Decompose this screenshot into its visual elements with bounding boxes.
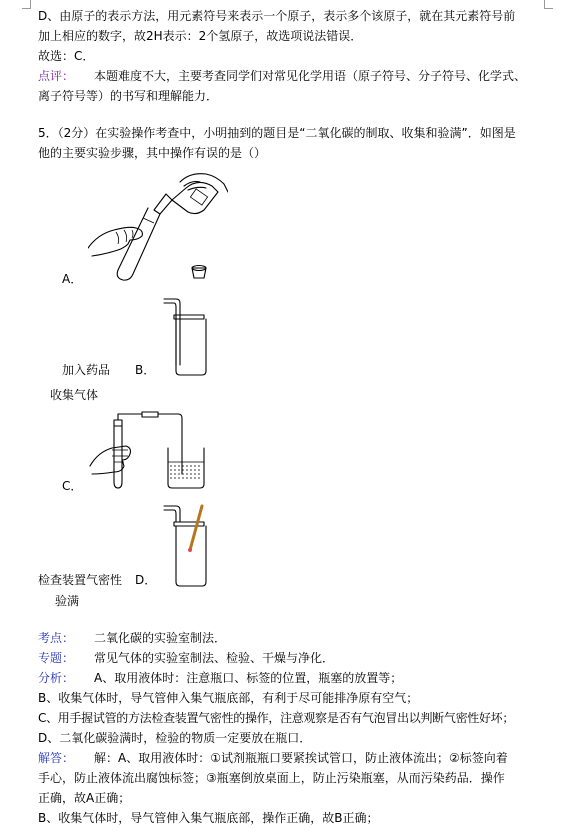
fenxi-line-a <box>38 669 402 687</box>
kaodian-line <box>38 629 226 647</box>
figure-d-letter: D． <box>135 573 157 587</box>
figure-a-pour-liquid <box>88 168 228 288</box>
prev-comment-line-1 <box>38 67 526 85</box>
figure-d-verify-full <box>160 500 220 588</box>
fenxi-line-d: D、二氧化碳验满时，检验的物质一定要放在瓶口． <box>38 731 312 745</box>
page-corner-mark-left <box>22 0 31 9</box>
figure-b-caption: 收集气体 <box>50 388 99 402</box>
fenxi-line-b: B、收集气体时，导气管伸入集气瓶底部，有利于尽可能排净原有空气； <box>38 691 419 705</box>
jieda-line-1 <box>38 749 508 767</box>
question-line-1: 5．（2分）在实验操作考查中，小明抽到的题目是“二氧化碳的制取、收集和验满”．如图是 <box>38 126 516 140</box>
figure-a-letter: A． <box>62 272 83 286</box>
prev-answer-line-2: 加上相应的数字，故2H表示：2个氢原子，故选项说法错误． <box>38 29 363 43</box>
fenxi-tag: 分析： <box>38 671 75 685</box>
jieda-text-1: 解：A、取用液体时：①试剂瓶瓶口要紧挨试管口，防止液体流出；②标签向着 <box>94 751 508 765</box>
zhuanti-tag: 专题： <box>38 651 75 665</box>
prev-answer-line-1: D、由原子的表示方法，用元素符号来表示一个原子，表示多个该原子，就在其元素符号前 <box>38 9 516 23</box>
figure-c-letter: C． <box>62 479 83 493</box>
kaodian-tag: 考点： <box>38 631 75 645</box>
figure-b-letter: B． <box>135 363 156 377</box>
comment-text: 本题难度不大，主要考查同学们对常见化学用语（原子符号、分子符号、化学式、 <box>94 69 527 83</box>
comment-tag: 点评： <box>38 69 75 83</box>
fenxi-line-c: C、用手握试管的方法检查装置气密性的操作，注意观察是否有气泡冒出以判断气密性好坏； <box>38 711 515 725</box>
zhuanti-line <box>38 649 334 667</box>
question-line-2: 他的主要实验步骤，其中操作有误的是（） <box>38 146 267 160</box>
jieda-line-2: 手心，防止液体流出腐蚀标签；③瓶塞倒放桌面上，防止污染瓶塞，从而污染药品．操作 <box>38 771 505 785</box>
figure-c-check-airtightness <box>88 408 220 492</box>
fenxi-text-a: A、取用液体时：注意瓶口、标签的位置，瓶塞的放置等； <box>94 671 403 685</box>
jieda-line-4: B、收集气体时，导气管伸入集气瓶底部，操作正确，故B正确； <box>38 811 379 825</box>
figure-d-caption: 验满 <box>55 594 80 608</box>
jieda-tag: 解答： <box>38 751 75 765</box>
prev-comment-line-2: 离子符号等）的书写和理解能力． <box>38 89 219 103</box>
prev-answer-choice: 故选：C． <box>38 49 95 63</box>
figure-b-collect-gas <box>160 295 220 377</box>
zhuanti-text: 常见气体的实验室制法、检验、干燥与净化． <box>94 651 335 665</box>
figure-c-caption: 检查装置气密性 <box>38 573 123 587</box>
figure-a-caption: 加入药品 <box>62 363 111 377</box>
kaodian-text: 二氧化碳的实验室制法． <box>94 631 227 645</box>
jieda-line-3: 正确，故A正确； <box>38 791 131 805</box>
page-corner-mark-right <box>544 0 553 9</box>
